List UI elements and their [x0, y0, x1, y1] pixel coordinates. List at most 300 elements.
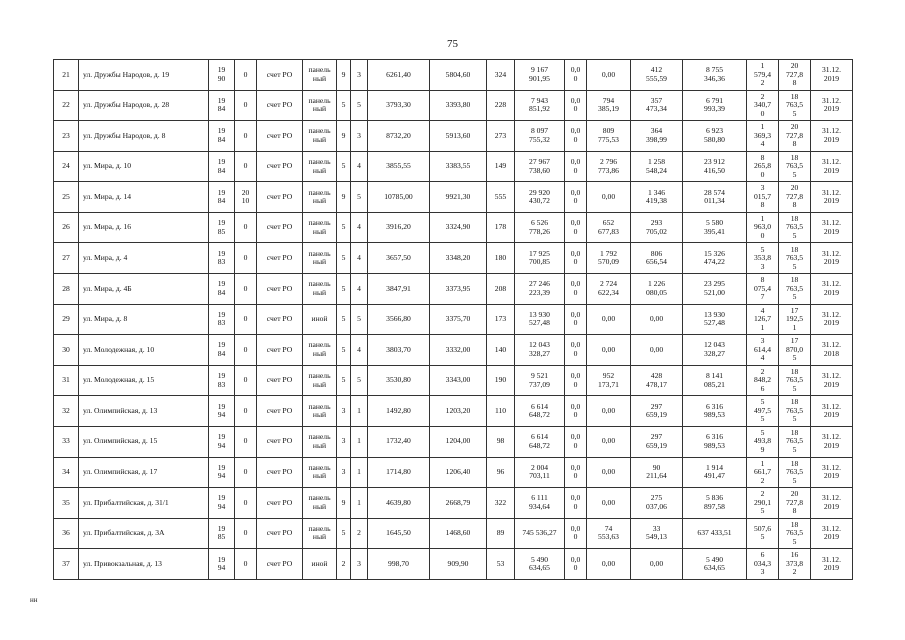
cell-col15: 23 295 521,00: [683, 274, 747, 305]
cell-extra: 0: [235, 243, 257, 274]
cell-col15: 13 930 527,48: [683, 304, 747, 335]
cell-col15: 6 316 989,53: [683, 426, 747, 457]
table-row: [54, 90, 853, 121]
cell-cost_total: 2 004 703,11: [515, 457, 565, 488]
cell-col12: 0,0 0: [565, 121, 587, 152]
cell-area_total: 3847,91: [368, 274, 430, 305]
cell-area_living: 9921,30: [430, 182, 487, 213]
cell-col14: 0,00: [631, 335, 683, 366]
table-row: [54, 274, 853, 305]
cell-col15: 12 043 328,27: [683, 335, 747, 366]
cell-area_living: 1206,40: [430, 457, 487, 488]
cell-residents: 322: [487, 488, 515, 519]
cell-extra: 0: [235, 60, 257, 91]
cell-wall: иной: [303, 304, 337, 335]
cell-date: 31.12. 2019: [811, 182, 853, 213]
cell-address: ул. Дружбы Народов, д. 8: [79, 121, 209, 152]
cell-cost_total: 6 614 648,72: [515, 426, 565, 457]
cell-fund: счет РО: [257, 549, 303, 580]
cell-col14: 412 555,59: [631, 60, 683, 91]
cell-area_total: 3657,50: [368, 243, 430, 274]
cell-area_living: 1203,20: [430, 396, 487, 427]
cell-col12: 0,0 0: [565, 304, 587, 335]
cell-col13: 74 553,63: [587, 518, 631, 549]
cell-cost_total: 29 920 430,72: [515, 182, 565, 213]
cell-year: 19 94: [209, 396, 235, 427]
cell-area_total: 10785,00: [368, 182, 430, 213]
cell-fund: счет РО: [257, 304, 303, 335]
cell-wall: панель ный: [303, 365, 337, 396]
cell-area_living: 1204,00: [430, 426, 487, 457]
cell-fund: счет РО: [257, 90, 303, 121]
cell-wall: панель ный: [303, 121, 337, 152]
cell-col14: 364 398,99: [631, 121, 683, 152]
cell-address: ул. Мира, д. 4Б: [79, 274, 209, 305]
cell-col13: 0,00: [587, 549, 631, 580]
cell-address: ул. Молодежная, д. 10: [79, 335, 209, 366]
cell-wall: панель ный: [303, 243, 337, 274]
cell-address: ул. Мира, д. 8: [79, 304, 209, 335]
cell-cost_total: 17 925 700,85: [515, 243, 565, 274]
cell-floors: 3: [337, 426, 351, 457]
cell-floors: 5: [337, 274, 351, 305]
cell-col14: 1 346 419,38: [631, 182, 683, 213]
cell-floors: 9: [337, 182, 351, 213]
cell-extra: 0: [235, 365, 257, 396]
cell-residents: 140: [487, 335, 515, 366]
cell-fund: счет РО: [257, 212, 303, 243]
cell-col15: 6 923 580,80: [683, 121, 747, 152]
cell-col13: 0,00: [587, 457, 631, 488]
cell-year: 19 84: [209, 121, 235, 152]
cell-area_living: 5913,60: [430, 121, 487, 152]
cell-year: 19 84: [209, 274, 235, 305]
cell-col16: 3 015,7 8: [747, 182, 779, 213]
cell-area_total: 1645,50: [368, 518, 430, 549]
cell-col15: 15 326 474,22: [683, 243, 747, 274]
cell-entrances: 4: [351, 335, 368, 366]
cell-col13: 2 724 622,34: [587, 274, 631, 305]
cell-date: 31.12. 2018: [811, 335, 853, 366]
table-row: [54, 335, 853, 366]
cell-col12: 0,0 0: [565, 549, 587, 580]
cell-area_total: 998,70: [368, 549, 430, 580]
cell-area_living: 3375,70: [430, 304, 487, 335]
table-row: [54, 518, 853, 549]
cell-extra: 0: [235, 518, 257, 549]
table-row: [54, 549, 853, 580]
cell-col14: 806 656,54: [631, 243, 683, 274]
cell-wall: панель ный: [303, 457, 337, 488]
cell-col12: 0,0 0: [565, 151, 587, 182]
cell-wall: панель ный: [303, 151, 337, 182]
cell-wall: панель ный: [303, 518, 337, 549]
table-row: [54, 151, 853, 182]
cell-floors: 3: [337, 396, 351, 427]
cell-col16: 5 497,5 5: [747, 396, 779, 427]
cell-col14: 1 226 080,05: [631, 274, 683, 305]
cell-year: 19 90: [209, 60, 235, 91]
cell-extra: 0: [235, 90, 257, 121]
cell-residents: 110: [487, 396, 515, 427]
cell-col16: 6 034,3 3: [747, 549, 779, 580]
cell-address: ул. Дружбы Народов, д. 28: [79, 90, 209, 121]
cell-date: 31.12. 2019: [811, 457, 853, 488]
cell-date: 31.12. 2019: [811, 426, 853, 457]
cell-area_total: 6261,40: [368, 60, 430, 91]
cell-residents: 324: [487, 60, 515, 91]
cell-area_total: 3566,80: [368, 304, 430, 335]
cell-entrances: 5: [351, 365, 368, 396]
table-row: [54, 396, 853, 427]
cell-extra: 0: [235, 335, 257, 366]
cell-date: 31.12. 2019: [811, 396, 853, 427]
cell-residents: 89: [487, 518, 515, 549]
cell-fund: счет РО: [257, 457, 303, 488]
cell-col17: 18 763,5 5: [779, 274, 811, 305]
cell-col12: 0,0 0: [565, 90, 587, 121]
cell-area_living: 3348,20: [430, 243, 487, 274]
cell-area_living: 5804,60: [430, 60, 487, 91]
cell-col13: 0,00: [587, 396, 631, 427]
cell-year: 19 94: [209, 549, 235, 580]
cell-entrances: 1: [351, 396, 368, 427]
cell-area_living: 3383,55: [430, 151, 487, 182]
cell-fund: счет РО: [257, 426, 303, 457]
cell-wall: панель ный: [303, 488, 337, 519]
cell-floors: 5: [337, 518, 351, 549]
cell-col13: 0,00: [587, 304, 631, 335]
cell-entrances: 4: [351, 151, 368, 182]
cell-col12: 0,0 0: [565, 396, 587, 427]
cell-col16: 1 579,4 2: [747, 60, 779, 91]
cell-col13: 652 677,83: [587, 212, 631, 243]
cell-cost_total: 8 097 755,32: [515, 121, 565, 152]
cell-col15: 5 490 634,65: [683, 549, 747, 580]
cell-residents: 555: [487, 182, 515, 213]
cell-year: 19 84: [209, 151, 235, 182]
cell-col15: 28 574 011,34: [683, 182, 747, 213]
cell-col17: 18 763,5 5: [779, 151, 811, 182]
cell-floors: 2: [337, 549, 351, 580]
cell-col17: 18 763,5 5: [779, 243, 811, 274]
cell-col17: 18 763,5 5: [779, 365, 811, 396]
cell-extra: 0: [235, 212, 257, 243]
cell-cost_total: 6 526 778,26: [515, 212, 565, 243]
cell-col12: 0,0 0: [565, 488, 587, 519]
cell-area_total: 1732,40: [368, 426, 430, 457]
cell-col12: 0,0 0: [565, 426, 587, 457]
cell-col17: 20 727,8 8: [779, 60, 811, 91]
cell-col16: 1 963,0 0: [747, 212, 779, 243]
table-row: [54, 121, 853, 152]
cell-num: 23: [54, 121, 79, 152]
cell-address: ул. Олимпийская, д. 17: [79, 457, 209, 488]
cell-extra: 0: [235, 274, 257, 305]
cell-col16: 8 075,4 7: [747, 274, 779, 305]
cell-address: ул. Олимпийская, д. 13: [79, 396, 209, 427]
cell-floors: 5: [337, 365, 351, 396]
cell-fund: счет РО: [257, 518, 303, 549]
cell-date: 31.12. 2019: [811, 151, 853, 182]
cell-num: 24: [54, 151, 79, 182]
cell-col14: 297 659,19: [631, 396, 683, 427]
cell-col13: 794 385,19: [587, 90, 631, 121]
cell-area_living: 1468,60: [430, 518, 487, 549]
cell-floors: 5: [337, 304, 351, 335]
cell-area_living: 3373,95: [430, 274, 487, 305]
cell-col16: 1 369,3 4: [747, 121, 779, 152]
cell-col14: 0,00: [631, 304, 683, 335]
cell-fund: счет РО: [257, 60, 303, 91]
cell-extra: 0: [235, 457, 257, 488]
cell-address: ул. Мира, д. 14: [79, 182, 209, 213]
cell-fund: счет РО: [257, 243, 303, 274]
cell-year: 19 94: [209, 426, 235, 457]
cell-floors: 5: [337, 212, 351, 243]
cell-address: ул. Мира, д. 16: [79, 212, 209, 243]
cell-num: 27: [54, 243, 79, 274]
cell-entrances: 1: [351, 426, 368, 457]
cell-cost_total: 9 521 737,09: [515, 365, 565, 396]
cell-year: 19 85: [209, 518, 235, 549]
cell-residents: 96: [487, 457, 515, 488]
cell-address: ул. Прибалтийская, д. 3А: [79, 518, 209, 549]
cell-col17: 18 763,5 5: [779, 90, 811, 121]
cell-cost_total: 5 490 634,65: [515, 549, 565, 580]
cell-col13: 0,00: [587, 426, 631, 457]
cell-col14: 293 705,02: [631, 212, 683, 243]
cell-col14: 357 473,34: [631, 90, 683, 121]
cell-col16: 8 265,8 0: [747, 151, 779, 182]
cell-address: ул. Мира, д. 10: [79, 151, 209, 182]
cell-wall: иной: [303, 549, 337, 580]
cell-col14: 90 211,64: [631, 457, 683, 488]
cell-col15: 8 141 085,21: [683, 365, 747, 396]
cell-date: 31.12. 2019: [811, 90, 853, 121]
cell-col17: 20 727,8 8: [779, 182, 811, 213]
cell-entrances: 5: [351, 304, 368, 335]
cell-fund: счет РО: [257, 274, 303, 305]
cell-year: 19 94: [209, 488, 235, 519]
cell-entrances: 1: [351, 457, 368, 488]
cell-cost_total: 745 536,27: [515, 518, 565, 549]
cell-col17: 17 192,5 1: [779, 304, 811, 335]
cell-address: ул. Привокзальная, д. 13: [79, 549, 209, 580]
cell-num: 22: [54, 90, 79, 121]
cell-entrances: 2: [351, 518, 368, 549]
cell-entrances: 4: [351, 243, 368, 274]
cell-col12: 0,0 0: [565, 365, 587, 396]
cell-col15: 5 580 395,41: [683, 212, 747, 243]
cell-floors: 3: [337, 457, 351, 488]
table-row: [54, 243, 853, 274]
cell-num: 28: [54, 274, 79, 305]
table-row: [54, 60, 853, 91]
cell-cost_total: 9 167 901,95: [515, 60, 565, 91]
cell-num: 36: [54, 518, 79, 549]
cell-col14: 275 037,06: [631, 488, 683, 519]
cell-col14: 1 258 548,24: [631, 151, 683, 182]
cell-date: 31.12. 2019: [811, 549, 853, 580]
cell-col16: 2 848,2 6: [747, 365, 779, 396]
cell-date: 31.12. 2019: [811, 212, 853, 243]
cell-col16: 3 614,4 4: [747, 335, 779, 366]
cell-extra: 0: [235, 488, 257, 519]
cell-col17: 20 727,8 8: [779, 121, 811, 152]
cell-col13: 952 173,71: [587, 365, 631, 396]
cell-extra: 0: [235, 121, 257, 152]
cell-fund: счет РО: [257, 488, 303, 519]
cell-area_living: 3393,80: [430, 90, 487, 121]
cell-residents: 53: [487, 549, 515, 580]
cell-cost_total: 27 246 223,39: [515, 274, 565, 305]
cell-col15: 1 914 491,47: [683, 457, 747, 488]
cell-floors: 9: [337, 60, 351, 91]
cell-num: 21: [54, 60, 79, 91]
cell-residents: 273: [487, 121, 515, 152]
cell-residents: 228: [487, 90, 515, 121]
cell-col17: 18 763,5 5: [779, 518, 811, 549]
cell-col13: 1 792 570,09: [587, 243, 631, 274]
cell-entrances: 4: [351, 212, 368, 243]
cell-col15: 23 912 416,50: [683, 151, 747, 182]
table-row: [54, 304, 853, 335]
cell-date: 31.12. 2019: [811, 365, 853, 396]
cell-col15: 637 433,51: [683, 518, 747, 549]
cell-num: 34: [54, 457, 79, 488]
cell-col16: 5 493,8 9: [747, 426, 779, 457]
cell-area_total: 4639,80: [368, 488, 430, 519]
cell-fund: счет РО: [257, 335, 303, 366]
cell-area_living: 909,90: [430, 549, 487, 580]
cell-wall: панель ный: [303, 60, 337, 91]
cell-col16: 5 353,8 3: [747, 243, 779, 274]
cell-date: 31.12. 2019: [811, 518, 853, 549]
cell-wall: панель ный: [303, 274, 337, 305]
cell-wall: панель ный: [303, 182, 337, 213]
cell-floors: 9: [337, 121, 351, 152]
cell-floors: 5: [337, 335, 351, 366]
cell-col12: 0,0 0: [565, 243, 587, 274]
cell-year: 19 83: [209, 243, 235, 274]
cell-area_total: 1492,80: [368, 396, 430, 427]
cell-col12: 0,0 0: [565, 182, 587, 213]
cell-area_total: 3793,30: [368, 90, 430, 121]
cell-extra: 0: [235, 304, 257, 335]
cell-col15: 5 836 897,58: [683, 488, 747, 519]
registry-body: [54, 60, 853, 580]
cell-col17: 17 870,0 5: [779, 335, 811, 366]
cell-wall: панель ный: [303, 396, 337, 427]
cell-cost_total: 6 111 934,64: [515, 488, 565, 519]
cell-area_total: 3530,80: [368, 365, 430, 396]
cell-floors: 5: [337, 90, 351, 121]
cell-date: 31.12. 2019: [811, 243, 853, 274]
cell-residents: 149: [487, 151, 515, 182]
cell-area_total: 3803,70: [368, 335, 430, 366]
cell-extra: 0: [235, 426, 257, 457]
cell-date: 31.12. 2019: [811, 304, 853, 335]
cell-entrances: 3: [351, 121, 368, 152]
cell-col13: 0,00: [587, 182, 631, 213]
cell-col12: 0,0 0: [565, 60, 587, 91]
cell-area_total: 8732,20: [368, 121, 430, 152]
cell-address: ул. Прибалтийская, д. 31/1: [79, 488, 209, 519]
cell-fund: счет РО: [257, 182, 303, 213]
cell-area_living: 3324,90: [430, 212, 487, 243]
table-row: [54, 212, 853, 243]
cell-entrances: 3: [351, 60, 368, 91]
cell-area_living: 2668,79: [430, 488, 487, 519]
cell-wall: панель ный: [303, 335, 337, 366]
cell-year: 19 85: [209, 212, 235, 243]
cell-date: 31.12. 2019: [811, 488, 853, 519]
cell-col13: 0,00: [587, 60, 631, 91]
cell-col17: 18 763,5 5: [779, 212, 811, 243]
cell-wall: панель ный: [303, 426, 337, 457]
cell-entrances: 4: [351, 274, 368, 305]
page-number: 75: [447, 38, 458, 50]
cell-fund: счет РО: [257, 121, 303, 152]
cell-wall: панель ный: [303, 212, 337, 243]
cell-extra: 0: [235, 549, 257, 580]
footer-mark: нн: [30, 596, 38, 604]
cell-num: 30: [54, 335, 79, 366]
cell-col13: 2 796 773,86: [587, 151, 631, 182]
cell-residents: 208: [487, 274, 515, 305]
cell-date: 31.12. 2019: [811, 121, 853, 152]
cell-extra: 20 10: [235, 182, 257, 213]
cell-num: 26: [54, 212, 79, 243]
cell-residents: 173: [487, 304, 515, 335]
cell-floors: 5: [337, 243, 351, 274]
cell-col14: 33 549,13: [631, 518, 683, 549]
cell-col13: 809 775,53: [587, 121, 631, 152]
table-row: [54, 426, 853, 457]
cell-num: 32: [54, 396, 79, 427]
cell-fund: счет РО: [257, 365, 303, 396]
cell-col12: 0,0 0: [565, 518, 587, 549]
cell-address: ул. Олимпийская, д. 15: [79, 426, 209, 457]
cell-num: 29: [54, 304, 79, 335]
cell-wall: панель ный: [303, 90, 337, 121]
cell-cost_total: 12 043 328,27: [515, 335, 565, 366]
cell-year: 19 83: [209, 304, 235, 335]
table-row: [54, 488, 853, 519]
cell-col12: 0,0 0: [565, 274, 587, 305]
cell-entrances: 1: [351, 488, 368, 519]
cell-col12: 0,0 0: [565, 335, 587, 366]
cell-col16: 2 290,1 5: [747, 488, 779, 519]
cell-entrances: 5: [351, 182, 368, 213]
cell-col16: 2 340,7 0: [747, 90, 779, 121]
cell-col13: 0,00: [587, 335, 631, 366]
cell-date: 31.12. 2019: [811, 60, 853, 91]
cell-col17: 16 373,8 2: [779, 549, 811, 580]
cell-col17: 18 763,5 5: [779, 396, 811, 427]
cell-col17: 18 763,5 5: [779, 457, 811, 488]
cell-extra: 0: [235, 151, 257, 182]
cell-residents: 180: [487, 243, 515, 274]
cell-cost_total: 27 967 738,60: [515, 151, 565, 182]
cell-num: 33: [54, 426, 79, 457]
cell-col14: 428 478,17: [631, 365, 683, 396]
cell-col12: 0,0 0: [565, 212, 587, 243]
cell-col15: 8 755 346,36: [683, 60, 747, 91]
cell-fund: счет РО: [257, 396, 303, 427]
cell-year: 19 83: [209, 365, 235, 396]
